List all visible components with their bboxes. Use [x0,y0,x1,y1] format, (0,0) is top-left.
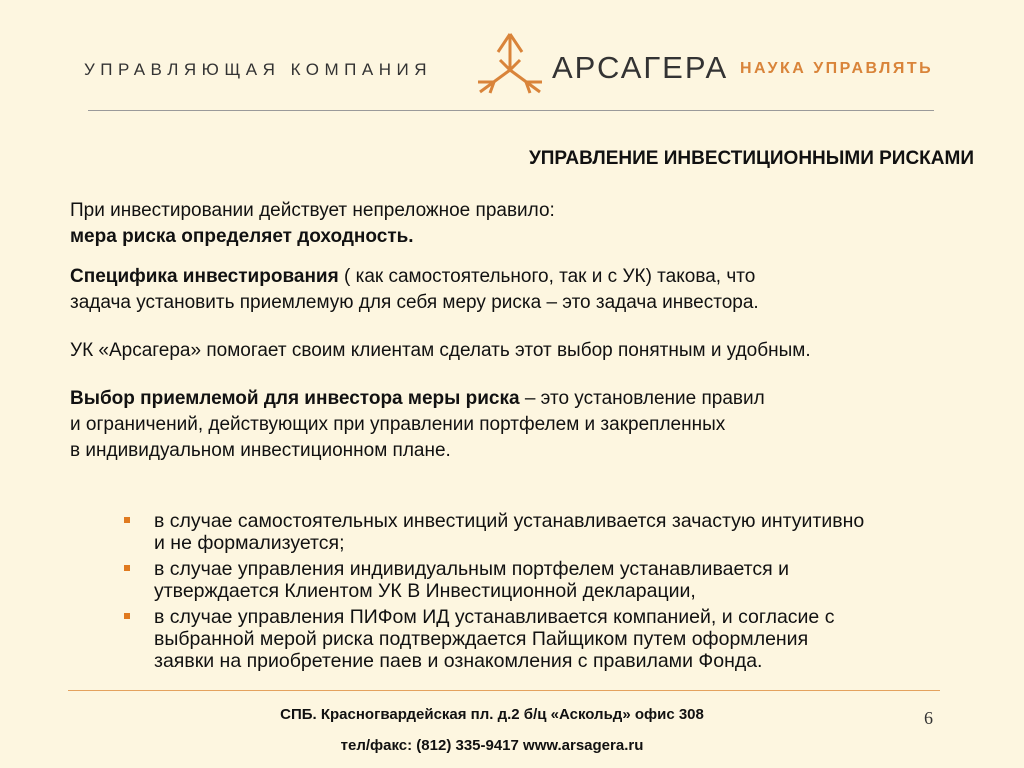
slide-title: УПРАВЛЕНИЕ ИНВЕСТИЦИОННЫМИ РИСКАМИ [528,148,974,169]
company-type-label: УПРАВЛЯЮЩАЯ КОМПАНИЯ [84,60,433,79]
specifics-text-1: ( как самостоятельного, так и с УК) такова, что [338,266,756,287]
specifics-heading: Специфика инвестирования [70,266,339,287]
list-item [122,510,992,554]
bullet-2-line-2: утверждается Клиентом УК В Инвестиционной декларации, [154,580,696,602]
choice-text-2: и ограничений, действующих при управлении портфелем и закрепленных [70,414,726,435]
footer-address: СПБ. Красногвардейская пл. д.2 б/ц «Аскольд» офис 308 [280,706,704,723]
bullet-list [122,510,992,676]
bullet-square-icon [124,565,130,571]
intro-paragraph [70,198,970,250]
bullet-1-line-2: и не формализуется; [154,532,345,554]
uk-paragraph [70,338,970,364]
specifics-paragraph [70,264,970,316]
specifics-text-2: задача установить приемлемую для себя меру риска – это задача инвестора. [70,292,759,313]
page-number: 6 [924,708,933,728]
footer-divider [68,690,940,691]
uk-text: УК «Арсагера» помогает своим клиентам сделать этот выбор понятным и удобным. [70,340,811,361]
list-item [122,558,992,602]
bullet-1-line-1: в случае самостоятельных инвестиций устанавливается зачастую интуитивно [154,510,865,532]
brand-name: АРСАГЕРА [552,50,729,85]
list-item [122,606,992,672]
bullet-square-icon [124,517,130,523]
choice-text-3: в индивидуальном инвестиционном плане. [70,440,451,461]
bullet-3-line-2: выбранной мерой риска подтверждается Пайщиком путем оформления [154,628,809,650]
intro-line: При инвестировании действует непреложное правило: [70,200,555,221]
bullet-square-icon [124,613,130,619]
header-divider [88,110,934,111]
intro-rule: мера риска определяет доходность. [70,226,414,247]
slide-body [70,198,970,464]
bullet-3-line-3: заявки на приобретение паев и ознакомления с правилами Фонда. [154,650,763,672]
choice-heading: Выбор приемлемой для инвестора меры риска [70,388,520,409]
choice-text-1: – это установление правил [519,388,765,409]
arsagera-logo-icon [474,30,546,96]
bullet-3-line-1: в случае управления ПИФом ИД устанавливается компанией, и согласие с [154,606,835,628]
brand-slogan: НАУКА УПРАВЛЯТЬ [740,60,934,77]
bullet-2-line-1: в случае управления индивидуальным портфелем устанавливается и [154,558,789,580]
footer-contacts: тел/факс: (812) 335-9417 www.arsagera.ru [340,737,644,754]
slide-header [0,0,1024,110]
choice-paragraph [70,386,970,464]
